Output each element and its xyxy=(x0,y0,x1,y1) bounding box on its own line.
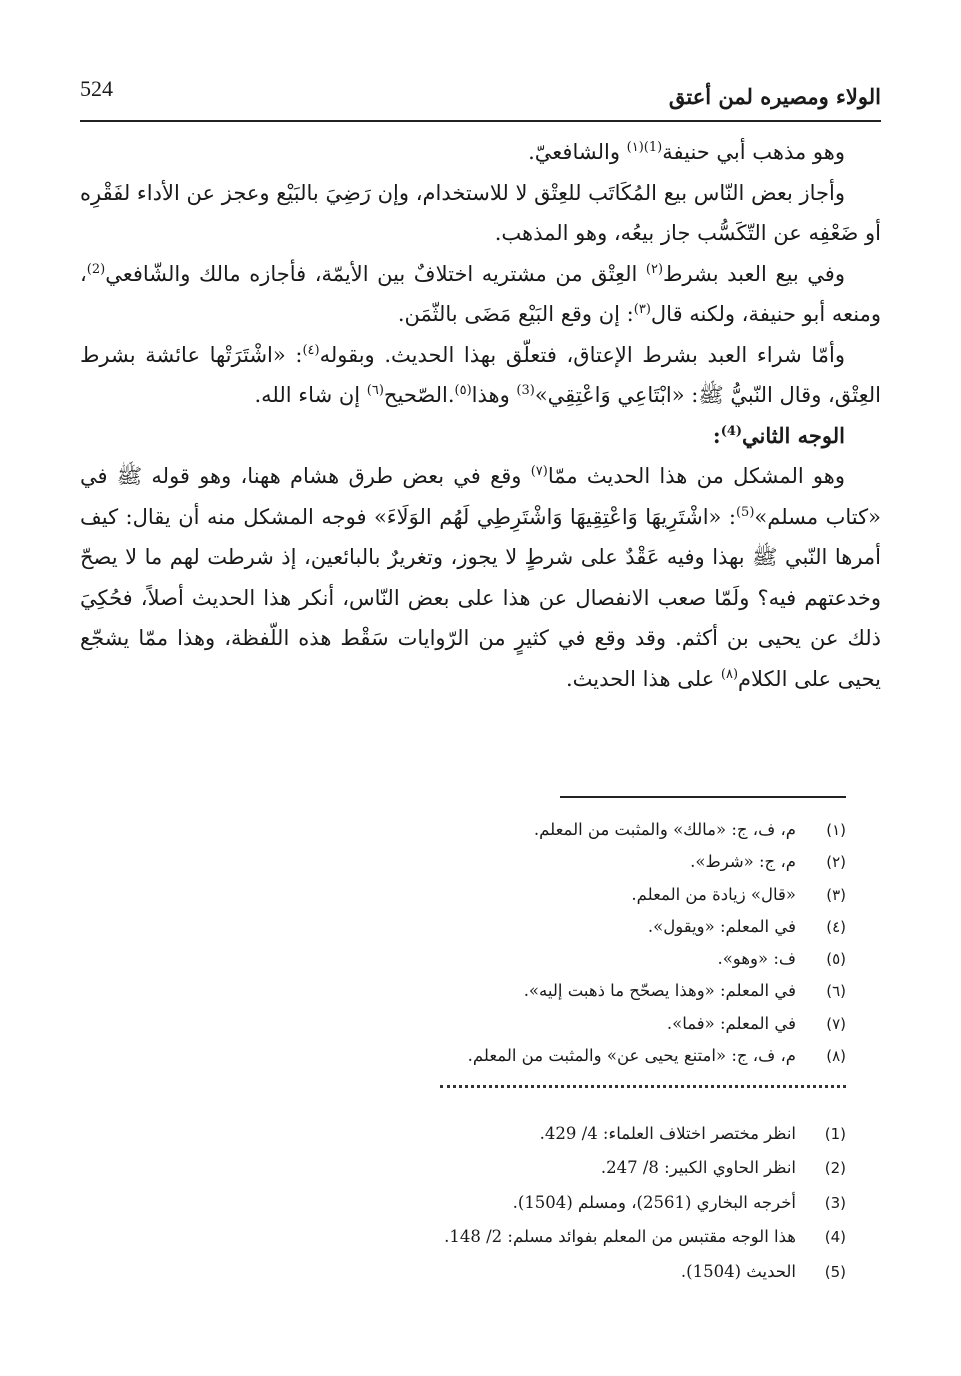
footnote-ref: (4) xyxy=(720,423,743,439)
footnote-ref: (٤) xyxy=(302,342,320,358)
footnote-item: (4) هذا الوجه مقتبس من المعلم بفوائد مسلم: 2/ 148. xyxy=(444,1227,846,1247)
footnote-item: (٧) في المعلم: «فما». xyxy=(666,1013,846,1033)
manuscript-footnotes xyxy=(80,814,846,1072)
footnote-item: (٢) م، ج: «شرط». xyxy=(690,852,846,872)
editor-footnotes xyxy=(80,1117,846,1289)
main-text xyxy=(80,132,881,699)
footnote-item: (٣) «قال» زيادة من المعلم. xyxy=(631,884,846,904)
footnote-ref: (٦) xyxy=(366,383,384,398)
footnote-ref: (٨) xyxy=(720,666,739,682)
section-heading: الوجه الثاني$^{(4)}$: xyxy=(712,422,845,448)
footnote-ref: (٥) xyxy=(454,383,472,398)
paragraph-2: وأجاز بعض النّاس بيع المُكَاتَب للعِتْق لا للاستخدام، وإن رَضِيَ بالبَيْع وعجز عن الأداء لفَقْرِه أو ضَعْفِه عن التّكَسُّب جاز بيعُه، وهو المذهب. xyxy=(80,180,881,245)
footnote-ref: (3) xyxy=(516,383,535,398)
footnote-item: (٥) ف: «وهو». xyxy=(717,949,846,969)
footnote-ref: (٣) xyxy=(633,302,651,317)
footnote-item: (٦) في المعلم: «وهذا يصحّح ما ذهبت إليه». xyxy=(523,981,846,1001)
footnote-item: (1) انظر مختصر اختلاف العلماء: 4/ 429. xyxy=(539,1124,846,1143)
paragraph-4: وأمّا شراء العبد بشرط الإعتاق، فتعلّق بهذا الحديث. وبقوله$^{(٤)}$: «اشْتَرَتْها عائشة بشرط العِتْق، وقال النّبيُّ ﷺ: «ابْتَاعِي وَاعْتِقِي»$^{(3)}$ وهذا$^{(٥)}$.الصّحيح$^{(٦)}$ إن شاء الله. xyxy=(80,342,881,407)
footnote-ref: (٢) xyxy=(645,261,664,277)
footnote-item: (3) أخرجه البخاري (2561)، ومسلم (1504). xyxy=(512,1192,846,1212)
paragraph-1: وهو مذهب أبي حنيفة$^{(1)(١)}$ والشافعيّ. xyxy=(528,140,845,164)
footnote-item: (2) انظر الحاوي الكبير: 8/ 247. xyxy=(600,1158,846,1178)
footnote-ref: (1)(١) xyxy=(626,140,663,155)
footnote-ref: (5) xyxy=(735,504,755,520)
footnote-divider xyxy=(560,796,846,798)
footnote-item: (٨) م، ف، ج: «امتنع يحيى عن» والمثبت من المعلم. xyxy=(467,1046,846,1066)
running-title: الولاء ومصيره لمن أعتق xyxy=(668,84,881,109)
footnote-dotted-divider xyxy=(440,1085,846,1088)
footnote-ref: (2) xyxy=(86,261,106,277)
footnote-item: (١) م، ف، ج: «مالك» والمثبت من المعلم. xyxy=(533,820,846,839)
page-number: 524 xyxy=(80,76,113,101)
page-header xyxy=(80,70,881,122)
paragraph-5: وهو المشكل من هذا الحديث ممّا$^{(٧)}$ وقع في بعض طرق هشام ههنا، وهو قوله ﷺ في «كتاب مسلم»$^{(5)}$: «اشْتَرِيهَا وَاعْتِقِيهَا وَاشْتَرِطِي لَهُم الوَلَاءَ» فوجه المشكل منه أن يقال: كيف أمرها النّبي ﷺ بهذا وفيه عَقْدٌ على شرطٍ لا يجوز، وتغريرٌ بالبائعين، إذ شرطت لهم ما لا يصحّ وخدعتهم فيه؟ ولَمّا صعب الانفصال عن هذا على بعض النّاس، أنكر هذا الحديث أصلاً، فحُكِيَ ذلك عن يحيى بن أكثم. وقد وقع في كثيرٍ من الرّوايات سَقْط هذه اللّفظة، وهذا ممّا يشجّع يحيى على الكلام$^{(٨)}$ على هذا الحديث. xyxy=(80,464,881,691)
paragraph-3: وفي بيع العبد بشرط$^{(٢)}$ العِتْق من مشتريه اختلافٌ بين الأيمّة، فأجازه مالك والشّافعي$^{(2)}$، ومنعه أبو حنيفة، ولكنه قال$^{(٣)}$: إن وقع البَيْع مَضَى بالثّمَن. xyxy=(80,261,881,326)
footnote-item: (٤) في المعلم: «ويقول». xyxy=(647,916,846,936)
footnote-item: (5) الحديث (1504). xyxy=(680,1261,846,1281)
footnote-ref: (٧) xyxy=(530,464,548,479)
